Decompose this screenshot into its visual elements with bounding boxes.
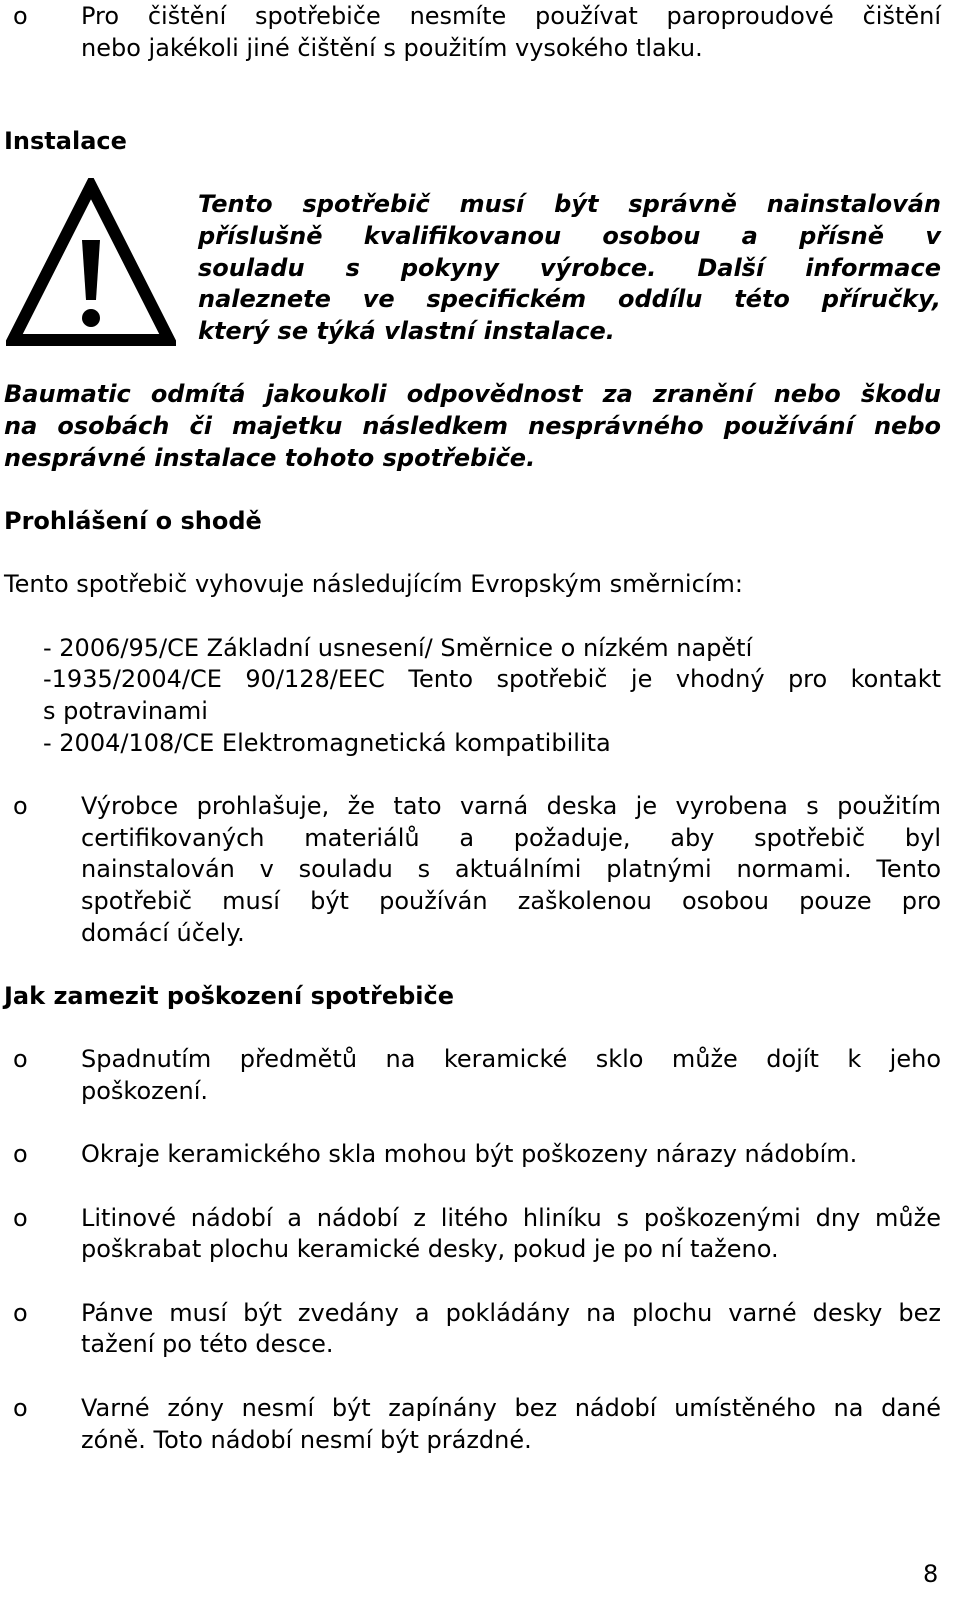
warning-text-line: příslušně kvalifikovanou osobou a přísně v	[198, 222, 941, 250]
damage-bullet-line: zóně. Toto nádobí nesmí být prázdné.	[81, 1426, 532, 1454]
intro-bullet-line: Pro čištění spotřebiče nesmíte používat paroproudové čištění	[81, 2, 941, 30]
section-heading-installation: Instalace	[4, 127, 127, 155]
warning-text-line: který se týká vlastní instalace.	[198, 317, 615, 345]
directive-line: -1935/2004/CE 90/128/EEC Tento spotřebič je vhodný pro kontakt	[43, 665, 941, 693]
directive-line: s potravinami	[43, 697, 208, 725]
damage-bullet-line: Varné zóny nesmí být zapínány bez nádobí umístěného na dané	[81, 1394, 941, 1422]
warning-triangle-icon	[6, 178, 176, 348]
damage-bullet-line: poškození.	[81, 1077, 209, 1105]
bullet-marker: o	[13, 2, 28, 30]
bullet-marker: o	[13, 1299, 28, 1327]
bullet-marker: o	[13, 792, 28, 820]
directive-line: - 2004/108/CE Elektromagnetická kompatibilita	[43, 729, 611, 757]
bullet-marker: o	[13, 1045, 28, 1073]
warning-text-line: Tento spotřebič musí být správně nainstalován	[198, 190, 941, 218]
liability-text-line: nesprávné instalace tohoto spotřebiče.	[4, 444, 536, 472]
damage-bullet-line: tažení po této desce.	[81, 1330, 334, 1358]
warning-text-line: souladu s pokyny výrobce. Další informace	[198, 254, 941, 282]
conformity-intro: Tento spotřebič vyhovuje následujícím Evropským směrnicím:	[4, 570, 743, 598]
conformity-bullet-line: nainstalován v souladu s aktuálními platnými normami. Tento	[81, 855, 941, 883]
damage-bullet-line: Spadnutím předmětů na keramické sklo může dojít k jeho	[81, 1045, 941, 1073]
directive-line: - 2006/95/CE Základní usnesení/ Směrnice o nízkém napětí	[43, 634, 753, 662]
liability-text-line: Baumatic odmítá jakoukoli odpovědnost za zranění nebo škodu	[4, 380, 941, 408]
conformity-bullet-line: Výrobce prohlašuje, že tato varná deska je vyrobena s použitím	[81, 792, 941, 820]
damage-bullet-line: Litinové nádobí a nádobí z litého hliníku s poškozenými dny může	[81, 1204, 941, 1232]
page-number: 8	[923, 1560, 939, 1588]
bullet-marker: o	[13, 1204, 28, 1232]
conformity-bullet-line: certifikovaných materiálů a požaduje, aby spotřebič byl	[81, 824, 941, 852]
warning-text-line: naleznete ve specifickém oddílu této příručky,	[198, 285, 941, 313]
conformity-bullet-line: domácí účely.	[81, 919, 245, 947]
conformity-bullet-line: spotřebič musí být používán zaškolenou osobou pouze pro	[81, 887, 941, 915]
section-heading-damage: Jak zamezit poškození spotřebiče	[4, 982, 455, 1010]
intro-bullet-line: nebo jakékoli jiné čištění s použitím vysokého tlaku.	[81, 34, 703, 62]
bullet-marker: o	[13, 1394, 28, 1422]
damage-bullet-line: Okraje keramického skla mohou být poškozeny nárazy nádobím.	[81, 1140, 858, 1168]
liability-text-line: na osobách či majetku následkem nesprávného používání nebo	[4, 412, 941, 440]
damage-bullet-line: poškrabat plochu keramické desky, pokud je po ní taženo.	[81, 1235, 779, 1263]
section-heading-conformity: Prohlášení o shodě	[4, 507, 262, 535]
bullet-marker: o	[13, 1140, 28, 1168]
damage-bullet-line: Pánve musí být zvedány a pokládány na plochu varné desky bez	[81, 1299, 941, 1327]
